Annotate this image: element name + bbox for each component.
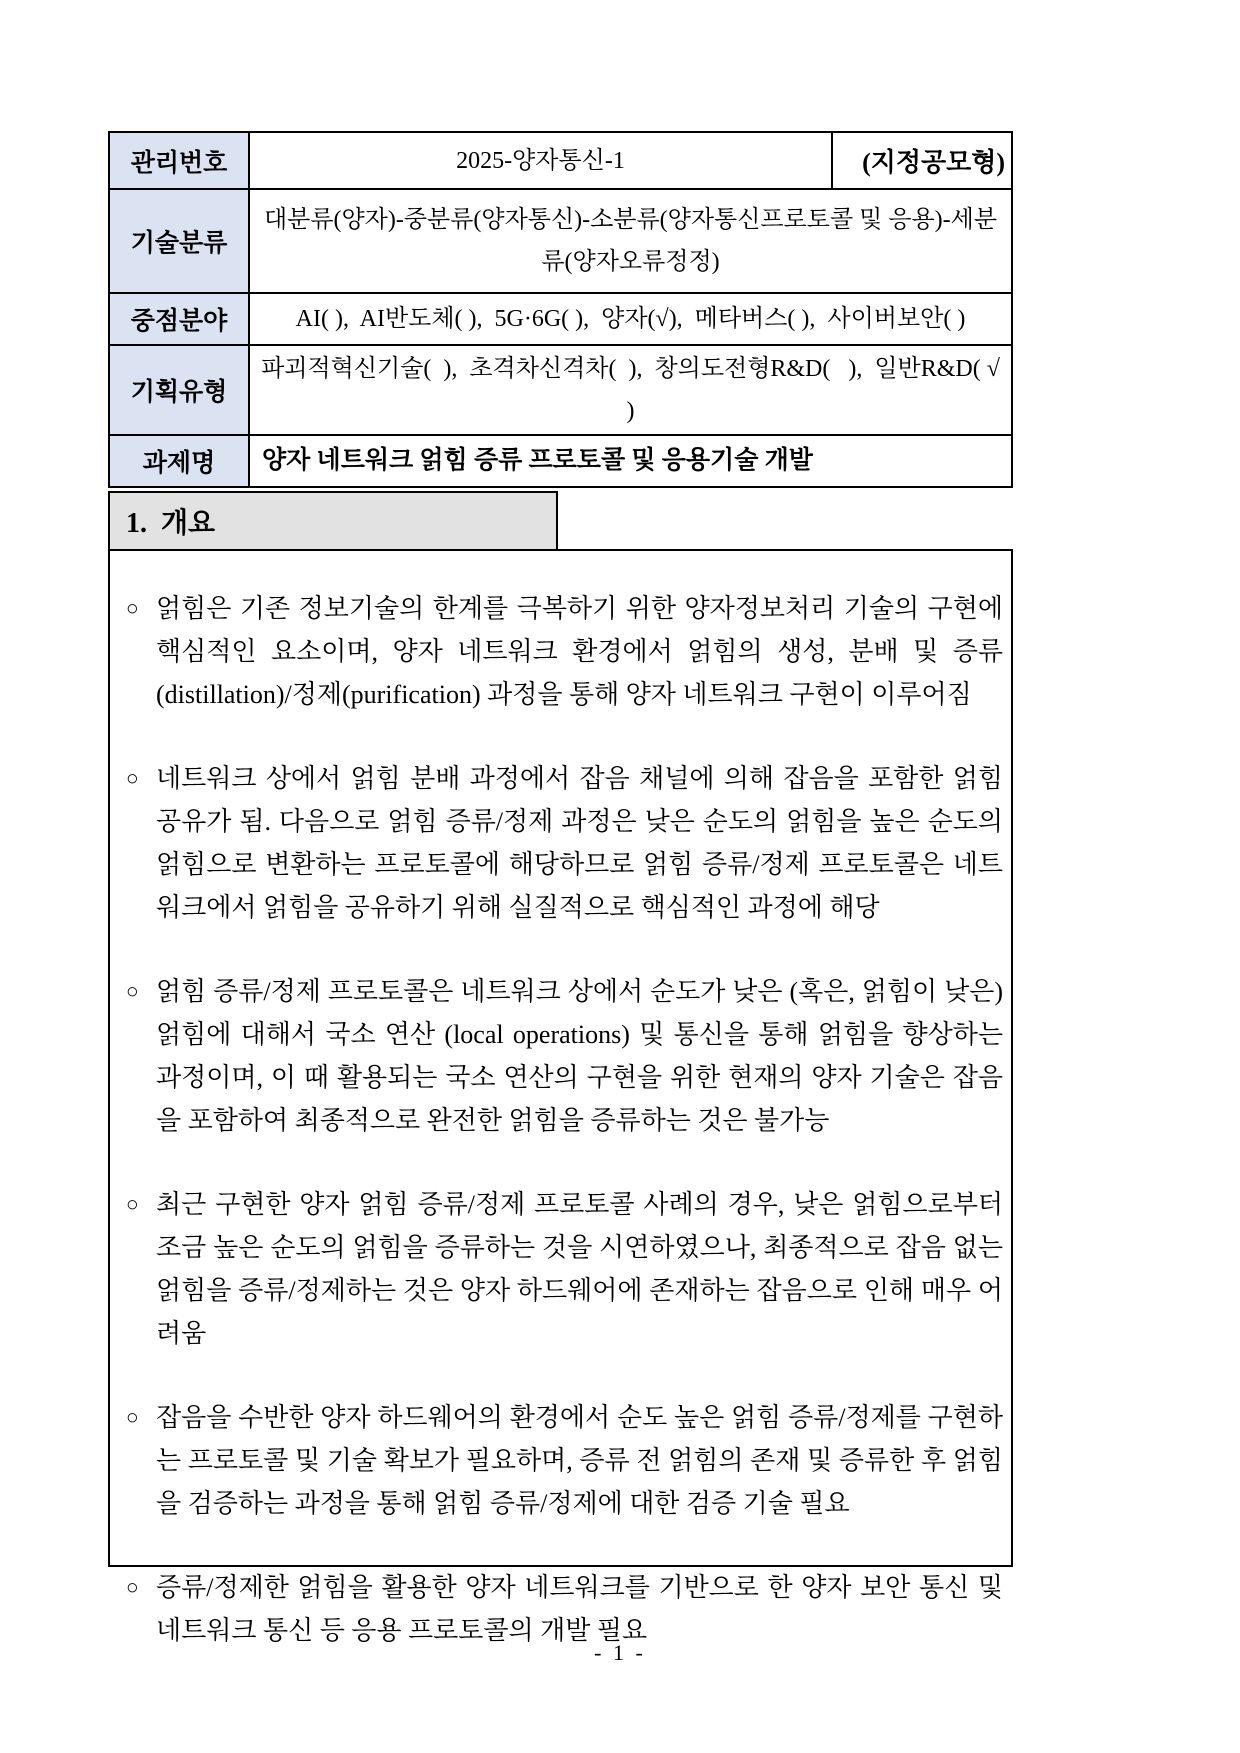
table-row [109,435,1012,487]
field-label-tech-classification: 기술분류 [109,189,249,293]
field-label-project-title: 과제명 [109,435,249,487]
document-body [108,131,1013,1645]
bullet-marker: ○ [126,596,139,620]
section-header-overview [108,491,558,551]
bullet-text: 네트워크 상에서 얽힘 분배 과정에서 잡음 채널에 의해 잡음을 포함한 얽힘 공유가 됨. 다음으로 얽힘 증류/정제 과정은 낮은 순도의 얽힘을 높은 순도의 얽힘으로 변환하는 프로토콜에 해당하므로 얽힘 증류/정제 프로토콜은 네트워크에서 얽힘을 공유하기 위해 실질적으로 핵심적인 과정에 해당 [156,764,1003,922]
field-value-tech-classification: 대분류(양자)-중분류(양자통신)-소분류(양자통신프로토콜 및 응용)-세분류(양자오류정정) [249,189,1012,293]
field-value-project-title: 양자 네트워크 얽힘 증류 프로토콜 및 응용기술 개발 [249,435,1012,487]
table-row [109,132,1012,189]
bullet-item [126,1183,1003,1355]
overview-content-box [108,549,1013,1645]
field-value-management-number: 2025-양자통신-1 [249,132,832,189]
field-label-management-number: 관리번호 [109,132,249,189]
bullet-marker: ○ [126,1575,139,1599]
bullet-marker: ○ [126,979,139,1003]
bullet-item [126,757,1003,929]
table-row [109,293,1012,345]
bullet-item [126,1566,1003,1652]
bullet-text: 증류/정제한 얽힘을 활용한 양자 네트워크를 기반으로 한 양자 보안 통신 및 네트워크 통신 등 응용 프로토콜의 개발 필요 [156,1573,1003,1645]
bullet-item [126,1396,1003,1525]
bullet-text: 잡음을 수반한 양자 하드웨어의 환경에서 순도 높은 얽힘 증류/정제를 구현하는 프로토콜 및 기술 확보가 필요하며, 증류 전 얽힘의 존재 및 증류한 후 얽힘을 검증하는 과정을 통해 얽힘 증류/정제에 대한 검증 기술 필요 [156,1403,1003,1518]
competition-type-badge: (지정공모형) [832,132,1012,189]
table-row [109,189,1012,293]
field-value-focus-area: AI( ), AI반도체( ), 5G·6G( ), 양자(√), 메타버스( ), 사이버보안( ) [249,293,1012,345]
bullet-marker: ○ [126,1405,139,1429]
field-value-planning-type: 파괴적혁신기술( ), 초격차신격차( ), 창의도전형R&D( ), 일반R&D( √ ) [249,345,1012,435]
project-info-table [108,131,1013,488]
bullet-item [126,587,1003,716]
bullet-text: 얽힘은 기존 정보기술의 한계를 극복하기 위한 양자정보처리 기술의 구현에 핵심적인 요소이며, 양자 네트워크 환경에서 얽힘의 생성, 분배 및 증류(distillation)/정제(purification) 과정을 통해 양자 네트워크 구현이 이루어짐 [156,594,1003,709]
bullet-marker: ○ [126,1192,139,1216]
section-title: 1. 개요 [126,508,216,539]
field-label-planning-type: 기획유형 [109,345,249,435]
table-row [109,345,1012,435]
field-label-focus-area: 중점분야 [109,293,249,345]
bullet-text: 얽힘 증류/정제 프로토콜은 네트워크 상에서 순도가 낮은 (혹은, 얽힘이 낮은) 얽힘에 대해서 국소 연산 (local operations) 및 통신을 통해 얽힘을 향상하는 과정이며, 이 때 활용되는 국소 연산의 구현을 위한 현재의 양자 기술은 잡음을 포함하여 최종적으로 완전한 얽힘을 증류하는 것은 불가능 [156,977,1003,1135]
bullet-item [126,970,1003,1142]
bullet-marker: ○ [126,766,139,790]
page-number: - 1 - [594,1640,646,1665]
bullet-text: 최근 구현한 양자 얽힘 증류/정제 프로토콜 사례의 경우, 낮은 얽힘으로부터 조금 높은 순도의 얽힘을 증류하는 것을 시연하였으나, 최종적으로 잡음 없는 얽힘을 증류/정제하는 것은 양자 하드웨어에 존재하는 잡음으로 인해 매우 어려움 [156,1190,1003,1348]
